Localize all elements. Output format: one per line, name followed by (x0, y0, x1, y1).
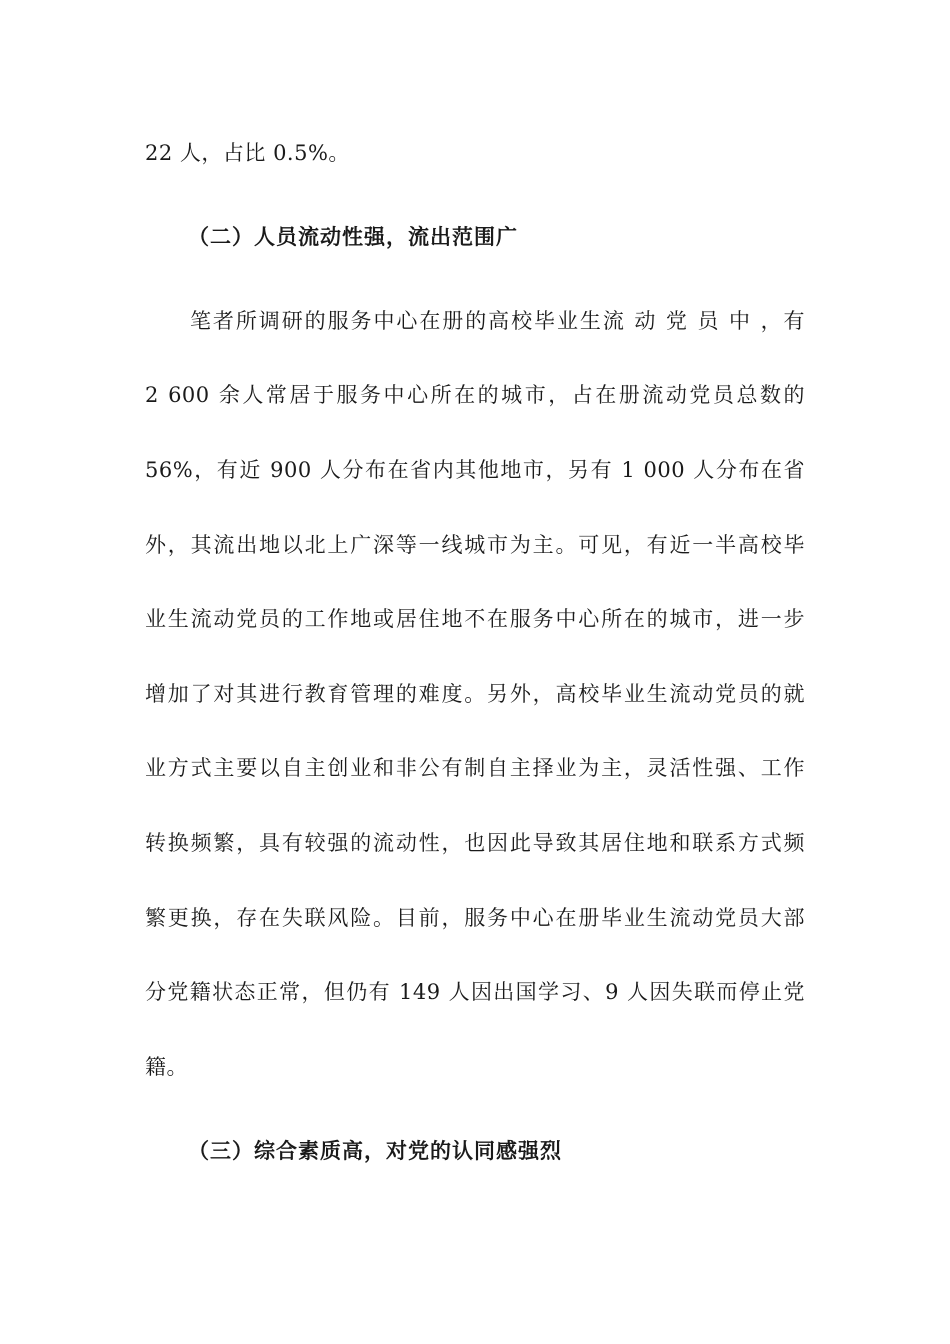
paragraph-line: 笔者所调研的服务中心在册的高校毕业生流 动 党 员 中 ，有 (190, 309, 805, 333)
paragraph-line: 业方式主要以自主创业和非公有制自主择业为主，灵活性强、工作 (145, 756, 805, 780)
paragraph-line: 业生流动党员的工作地或居住地不在服务中心所在的城市，进一步 (145, 607, 805, 631)
section-heading-3: （三）综合素质高，对党的认同感强烈 (188, 1139, 562, 1163)
paragraph-line: 繁更换，存在失联风险。目前，服务中心在册毕业生流动党员大部 (145, 906, 805, 930)
text-line-intro: 22 人，占比 0.5%。 (145, 141, 350, 165)
paragraph-line: 转换频繁，具有较强的流动性，也因此导致其居住地和联系方式频 (145, 831, 805, 855)
paragraph-line: 分党籍状态正常，但仍有 149 人因出国学习、9 人因失联而停止党 (145, 980, 805, 1004)
paragraph-line: 籍。 (145, 1055, 188, 1079)
paragraph-line: 外，其流出地以北上广深等一线城市为主。可见，有近一半高校毕 (145, 533, 805, 557)
paragraph-line: 56%，有近 900 人分布在省内其他地市，另有 1 000 人分布在省 (145, 458, 805, 482)
paragraph-line: 增加了对其进行教育管理的难度。另外，高校毕业生流动党员的就 (145, 682, 805, 706)
paragraph-line: 2 600 余人常居于服务中心所在的城市，占在册流动党员总数的 (145, 383, 805, 407)
section-heading-2: （二）人员流动性强，流出范围广 (188, 225, 518, 249)
